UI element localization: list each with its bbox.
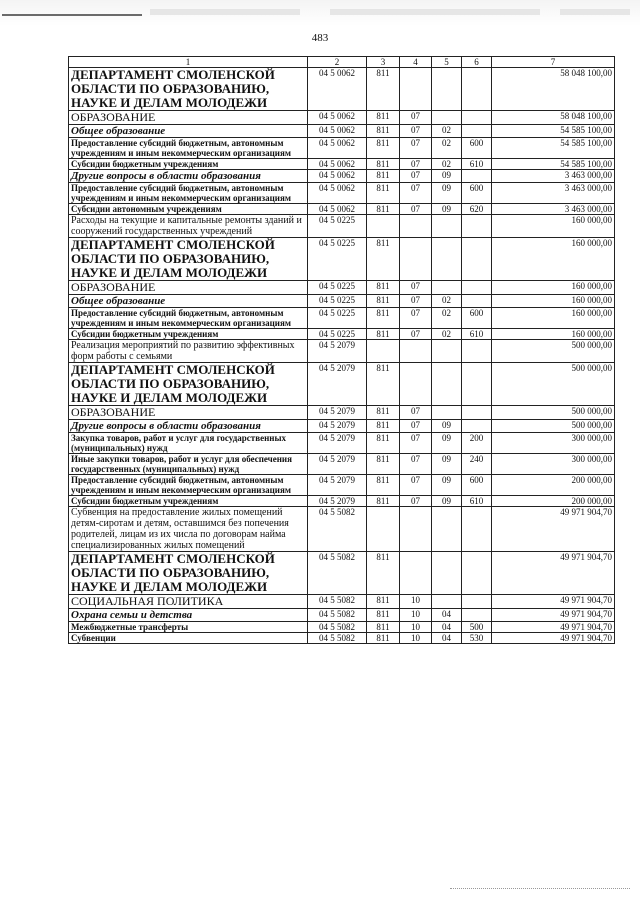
target-article-code: 04 5 0062 [308,170,367,183]
header-cell-1: 1 [69,57,308,68]
admin-code [367,507,400,552]
amount-cell: 3 463 000,00 [492,170,615,183]
amount-cell: 300 000,00 [492,454,615,475]
expense-type-code [462,507,492,552]
amount-cell: 54 585 100,00 [492,159,615,170]
admin-code: 811 [367,170,400,183]
amount-cell: 160 000,00 [492,238,615,281]
section-code: 07 [400,496,432,507]
target-article-code: 04 5 2079 [308,406,367,420]
section-code [400,552,432,595]
scan-artifact-streak [330,9,540,15]
expense-type-code [462,170,492,183]
table-row [69,281,615,295]
row-name-cell: Закупка товаров, работ и услуг для государственных (муниципальных) нужд [69,433,308,454]
amount-cell: 500 000,00 [492,363,615,406]
table-row [69,552,615,595]
row-name-cell: Общее образование [69,125,308,138]
admin-code [367,340,400,363]
table-row [69,340,615,363]
admin-code: 811 [367,295,400,308]
target-article-code: 04 5 5082 [308,609,367,622]
subsection-code [432,406,462,420]
subsection-code [432,552,462,595]
admin-code: 811 [367,125,400,138]
subsection-code: 09 [432,433,462,454]
row-name-cell: ОБРАЗОВАНИЕ [69,406,308,420]
expense-type-code: 620 [462,204,492,215]
expense-type-code: 600 [462,475,492,496]
row-name-cell: Другие вопросы в области образования [69,170,308,183]
row-name-cell: Межбюджетные трансферты [69,622,308,633]
scan-artifact-line [2,14,142,16]
amount-cell: 49 971 904,70 [492,633,615,644]
amount-cell: 3 463 000,00 [492,204,615,215]
table-row [69,454,615,475]
expense-type-code [462,295,492,308]
section-code: 07 [400,170,432,183]
section-code: 07 [400,159,432,170]
target-article-code: 04 5 0062 [308,204,367,215]
scan-top-margin [0,0,640,26]
target-article-code: 04 5 0225 [308,308,367,329]
admin-code: 811 [367,475,400,496]
section-code: 07 [400,420,432,433]
amount-cell: 160 000,00 [492,308,615,329]
table-row [69,125,615,138]
expense-type-code: 600 [462,183,492,204]
row-name-cell: Субвенция на предоставление жилых помещений детям-сиротам и детям, оставшимся без попечения родителей, лицам из их числа по договорам найма специализированных жилых помещений [69,507,308,552]
row-name-cell: ДЕПАРТАМЕНТ СМОЛЕНСКОЙ ОБЛАСТИ ПО ОБРАЗОВАНИЮ, НАУКЕ И ДЕЛАМ МОЛОДЕЖИ [69,68,308,111]
expense-type-code: 500 [462,622,492,633]
section-code: 07 [400,454,432,475]
amount-cell: 49 971 904,70 [492,552,615,595]
row-name-cell: Охрана семьи и детства [69,609,308,622]
subsection-code: 04 [432,622,462,633]
subsection-code: 09 [432,204,462,215]
row-name-cell: Предоставление субсидий бюджетным, автономным учреждениям и иным некоммерческим организациям [69,138,308,159]
scan-bottom-artifact [450,888,630,892]
table-row [69,595,615,609]
subsection-code: 04 [432,609,462,622]
table-row [69,406,615,420]
target-article-code: 04 5 5082 [308,633,367,644]
header-cell-3: 3 [367,57,400,68]
target-article-code: 04 5 2079 [308,420,367,433]
amount-cell: 500 000,00 [492,406,615,420]
section-code: 07 [400,308,432,329]
section-code: 10 [400,633,432,644]
target-article-code: 04 5 5082 [308,622,367,633]
table-row [69,183,615,204]
section-code: 10 [400,609,432,622]
amount-cell: 58 048 100,00 [492,68,615,111]
target-article-code: 04 5 5082 [308,552,367,595]
target-article-code: 04 5 0062 [308,125,367,138]
section-code: 07 [400,125,432,138]
amount-cell: 500 000,00 [492,340,615,363]
expense-type-code: 200 [462,433,492,454]
row-name-cell: ОБРАЗОВАНИЕ [69,111,308,125]
section-code: 07 [400,138,432,159]
section-code [400,340,432,363]
expense-type-code [462,238,492,281]
target-article-code: 04 5 0225 [308,295,367,308]
row-name-cell: Предоставление субсидий бюджетным, автономным учреждениям и иным некоммерческим организациям [69,475,308,496]
section-code [400,507,432,552]
table-row [69,170,615,183]
section-code: 07 [400,475,432,496]
subsection-code: 09 [432,496,462,507]
subsection-code [432,363,462,406]
admin-code: 811 [367,454,400,475]
target-article-code: 04 5 5082 [308,595,367,609]
admin-code: 811 [367,183,400,204]
expense-type-code [462,215,492,238]
target-article-code: 04 5 0062 [308,111,367,125]
admin-code: 811 [367,633,400,644]
table-row [69,215,615,238]
subsection-code: 09 [432,454,462,475]
subsection-code: 04 [432,633,462,644]
admin-code: 811 [367,420,400,433]
expense-type-code [462,552,492,595]
row-name-cell: Иные закупки товаров, работ и услуг для обеспечения государственных (муниципальных) нужд [69,454,308,475]
expense-type-code: 240 [462,454,492,475]
row-name-cell: Расходы на текущие и капитальные ремонты зданий и сооружений государственных учреждений [69,215,308,238]
subsection-code: 02 [432,159,462,170]
expense-type-code [462,609,492,622]
table-row [69,329,615,340]
table-row [69,111,615,125]
subsection-code: 02 [432,125,462,138]
target-article-code: 04 5 0062 [308,183,367,204]
admin-code: 811 [367,363,400,406]
admin-code: 811 [367,496,400,507]
admin-code: 811 [367,433,400,454]
table-row [69,159,615,170]
table-row [69,68,615,111]
admin-code: 811 [367,329,400,340]
section-code [400,68,432,111]
expense-type-code: 600 [462,138,492,159]
section-code: 10 [400,595,432,609]
subsection-code [432,111,462,125]
expense-type-code: 610 [462,329,492,340]
table-row [69,433,615,454]
row-name-cell: СОЦИАЛЬНАЯ ПОЛИТИКА [69,595,308,609]
expense-type-code [462,281,492,295]
admin-code: 811 [367,595,400,609]
expense-type-code: 610 [462,159,492,170]
expense-type-code [462,68,492,111]
budget-table [68,56,615,644]
admin-code: 811 [367,111,400,125]
section-code: 07 [400,111,432,125]
amount-cell: 160 000,00 [492,329,615,340]
table-row [69,475,615,496]
target-article-code: 04 5 2079 [308,496,367,507]
subsection-code [432,215,462,238]
header-cell-2: 2 [308,57,367,68]
target-article-code: 04 5 0225 [308,329,367,340]
target-article-code: 04 5 0225 [308,238,367,281]
amount-cell: 49 971 904,70 [492,609,615,622]
row-name-cell: Другие вопросы в области образования [69,420,308,433]
scan-artifact-streak [560,9,630,15]
row-name-cell: Субсидии автономным учреждениям [69,204,308,215]
row-name-cell: ДЕПАРТАМЕНТ СМОЛЕНСКОЙ ОБЛАСТИ ПО ОБРАЗОВАНИЮ, НАУКЕ И ДЕЛАМ МОЛОДЕЖИ [69,552,308,595]
amount-cell: 49 971 904,70 [492,507,615,552]
subsection-code: 02 [432,138,462,159]
subsection-code [432,238,462,281]
subsection-code: 02 [432,308,462,329]
amount-cell: 160 000,00 [492,281,615,295]
amount-cell: 54 585 100,00 [492,125,615,138]
admin-code: 811 [367,281,400,295]
section-code [400,238,432,281]
expense-type-code: 600 [462,308,492,329]
scan-artifact-streak [150,9,300,15]
admin-code: 811 [367,204,400,215]
admin-code: 811 [367,159,400,170]
table-row [69,204,615,215]
table-row [69,138,615,159]
amount-cell: 49 971 904,70 [492,595,615,609]
section-code: 07 [400,204,432,215]
table-row [69,308,615,329]
target-article-code: 04 5 0062 [308,138,367,159]
row-name-cell: ДЕПАРТАМЕНТ СМОЛЕНСКОЙ ОБЛАСТИ ПО ОБРАЗОВАНИЮ, НАУКЕ И ДЕЛАМ МОЛОДЕЖИ [69,238,308,281]
admin-code: 811 [367,238,400,281]
subsection-code [432,595,462,609]
target-article-code: 04 5 2079 [308,340,367,363]
section-code: 07 [400,406,432,420]
table-row [69,295,615,308]
section-code: 10 [400,622,432,633]
table-row [69,420,615,433]
target-article-code: 04 5 2079 [308,454,367,475]
subsection-code [432,507,462,552]
amount-cell: 54 585 100,00 [492,138,615,159]
amount-cell: 300 000,00 [492,433,615,454]
target-article-code: 04 5 2079 [308,433,367,454]
section-code: 07 [400,433,432,454]
admin-code: 811 [367,406,400,420]
table-row [69,363,615,406]
table-row [69,622,615,633]
section-code: 07 [400,281,432,295]
table-row [69,633,615,644]
row-name-cell: Предоставление субсидий бюджетным, автономным учреждениям и иным некоммерческим организациям [69,183,308,204]
target-article-code: 04 5 0062 [308,159,367,170]
admin-code: 811 [367,68,400,111]
section-code [400,215,432,238]
row-name-cell: Общее образование [69,295,308,308]
row-name-cell: Предоставление субсидий бюджетным, автономным учреждениям и иным некоммерческим организациям [69,308,308,329]
row-name-cell: ДЕПАРТАМЕНТ СМОЛЕНСКОЙ ОБЛАСТИ ПО ОБРАЗОВАНИЮ, НАУКЕ И ДЕЛАМ МОЛОДЕЖИ [69,363,308,406]
admin-code [367,215,400,238]
expense-type-code: 610 [462,496,492,507]
row-name-cell: Субсидии бюджетным учреждениям [69,329,308,340]
row-name-cell: Субвенции [69,633,308,644]
target-article-code: 04 5 0225 [308,281,367,295]
admin-code: 811 [367,552,400,595]
amount-cell: 49 971 904,70 [492,622,615,633]
admin-code: 811 [367,622,400,633]
subsection-code: 02 [432,295,462,308]
subsection-code [432,340,462,363]
expense-type-code [462,595,492,609]
table-row [69,496,615,507]
expense-type-code [462,363,492,406]
expense-type-code: 530 [462,633,492,644]
amount-cell: 160 000,00 [492,215,615,238]
amount-cell: 58 048 100,00 [492,111,615,125]
row-name-cell: ОБРАЗОВАНИЕ [69,281,308,295]
subsection-code: 09 [432,420,462,433]
table-row [69,507,615,552]
subsection-code [432,68,462,111]
target-article-code: 04 5 0062 [308,68,367,111]
target-article-code: 04 5 2079 [308,475,367,496]
row-name-cell: Субсидии бюджетным учреждениям [69,159,308,170]
admin-code: 811 [367,308,400,329]
amount-cell: 200 000,00 [492,475,615,496]
header-cell-5: 5 [432,57,462,68]
table-row [69,238,615,281]
table-row [69,609,615,622]
header-cell-7: 7 [492,57,615,68]
target-article-code: 04 5 2079 [308,363,367,406]
section-code [400,363,432,406]
expense-type-code [462,125,492,138]
target-article-code: 04 5 0225 [308,215,367,238]
expense-type-code [462,340,492,363]
expense-type-code [462,420,492,433]
expense-type-code [462,406,492,420]
page-number: 483 [311,32,329,44]
subsection-code [432,281,462,295]
section-code: 07 [400,183,432,204]
row-name-cell: Субсидии бюджетным учреждениям [69,496,308,507]
admin-code: 811 [367,609,400,622]
subsection-code: 09 [432,475,462,496]
header-cell-6: 6 [462,57,492,68]
amount-cell: 500 000,00 [492,420,615,433]
amount-cell: 160 000,00 [492,295,615,308]
amount-cell: 200 000,00 [492,496,615,507]
column-number-header [69,57,615,68]
expense-type-code [462,111,492,125]
subsection-code: 09 [432,170,462,183]
budget-table-body [69,57,615,644]
subsection-code: 02 [432,329,462,340]
row-name-cell: Реализация мероприятий по развитию эффективных форм работы с семьями [69,340,308,363]
subsection-code: 09 [432,183,462,204]
section-code: 07 [400,329,432,340]
header-cell-4: 4 [400,57,432,68]
section-code: 07 [400,295,432,308]
amount-cell: 3 463 000,00 [492,183,615,204]
admin-code: 811 [367,138,400,159]
target-article-code: 04 5 5082 [308,507,367,552]
